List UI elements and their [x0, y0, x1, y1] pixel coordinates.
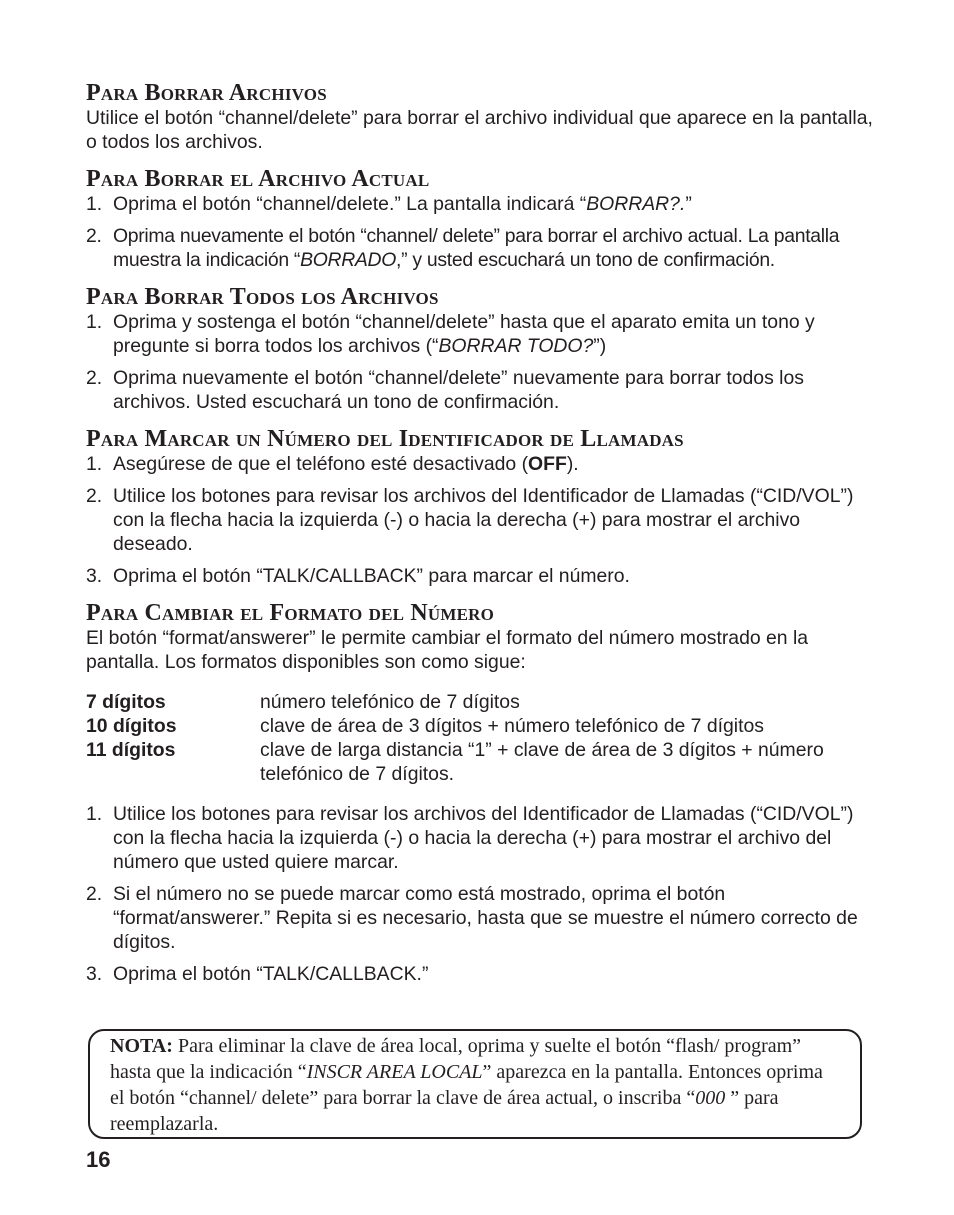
list-item: [86, 310, 876, 358]
note-text: Para eliminar la clave de área local, oprima y suelte el botón “flash/ program” hasta que la indicación “: [110, 1035, 802, 1083]
display-message: 000: [695, 1087, 731, 1109]
list-item: [86, 224, 876, 272]
section-heading-delete-files: Para Borrar Archivos: [86, 80, 327, 106]
section-text-change-format: El botón “format/answerer” le permite cambiar el formato del número mostrado en la pantalla. Los formatos disponibles son como sigue:: [86, 627, 809, 673]
format-label: 11 dígitos: [86, 739, 176, 761]
section-heading-delete-all: Para Borrar Todos los Archivos: [86, 284, 439, 310]
list-item: [86, 962, 876, 986]
section-heading-dial-cid: Para Marcar un Número del Identificador de Llamadas: [86, 426, 684, 452]
step-text: Oprima el botón “TALK/CALLBACK.”: [113, 963, 429, 985]
list-item: [86, 802, 876, 874]
step-number: 1.: [86, 803, 103, 825]
format-description: número telefónico de 7 dígitos: [260, 691, 520, 713]
step-number: 2.: [86, 485, 103, 507]
list-item: [86, 882, 876, 954]
list-item: [86, 484, 876, 556]
display-message: BORRADO: [300, 249, 397, 271]
note-label: NOTA:: [110, 1035, 173, 1057]
step-text: Utilice los botones para revisar los archivos del Identificador de Llamadas (“CID/VOL”) con la flecha hacia la izquierda (-) o hacia la derecha (+) para mostrar el archivo deseado.: [113, 485, 854, 555]
step-number: 3.: [86, 565, 103, 587]
section-heading-delete-current: Para Borrar el Archivo Actual: [86, 166, 430, 192]
step-text: Oprima nuevamente el botón “channel/delete” nuevamente para borrar todos los archivos. Usted escuchará un tono de confirmación.: [113, 367, 804, 413]
display-message: BORRAR?.: [586, 193, 686, 215]
step-text: ”): [593, 335, 607, 357]
section-heading-change-format: Para Cambiar el Formato del Número: [86, 600, 495, 626]
step-number: 1.: [86, 311, 103, 333]
step-text: Asegúrese de que el teléfono esté desactivado (: [113, 453, 529, 475]
step-text: Oprima y sostenga el botón “channel/delete” hasta que el aparato emita un tono y pregunte si borra todos los archivos (“: [113, 311, 815, 357]
list-item: [86, 192, 876, 216]
step-text: ).: [566, 453, 579, 475]
format-description: clave de área de 3 dígitos + número telefónico de 7 dígitos: [260, 715, 764, 737]
format-row: [86, 714, 876, 738]
format-description: clave de larga distancia “1” + clave de área de 3 dígitos + número telefónico de 7 dígitos.: [260, 739, 824, 785]
format-row: [86, 738, 876, 786]
list-item: [86, 564, 876, 588]
format-label: 10 dígitos: [86, 715, 177, 737]
step-number: 2.: [86, 225, 102, 247]
step-text: Utilice los botones para revisar los archivos del Identificador de Llamadas (“CID/VOL”) con la flecha hacia la izquierda (-) o hacia la derecha (+) para mostrar el archivo del número que usted quiere marcar.: [113, 803, 854, 873]
note-text: ” para reemplazarla.: [110, 1087, 779, 1135]
manual-page: [86, 80, 876, 986]
note-box: [88, 1029, 862, 1139]
page-number: 16: [86, 1147, 111, 1172]
list-item: [86, 366, 876, 414]
list-item: [86, 452, 876, 476]
off-label: OFF: [528, 453, 567, 475]
display-message: BORRAR TODO?: [438, 335, 594, 357]
format-table: [86, 690, 876, 786]
format-row: [86, 690, 876, 714]
step-text: Oprima el botón “channel/delete.” La pantalla indicará “: [113, 193, 587, 215]
step-text: Oprima el botón “TALK/CALLBACK” para marcar el número.: [113, 565, 630, 587]
section-text-delete-files: Utilice el botón “channel/delete” para borrar el archivo individual que aparece en la pantalla, o todos los archivos.: [86, 107, 873, 153]
step-text: ”: [685, 193, 692, 215]
step-number: 2.: [86, 883, 103, 905]
step-number: 1.: [86, 453, 103, 475]
step-text: Si el número no se puede marcar como está mostrado, oprima el botón “format/answerer.” Repita si es necesario, hasta que se muestre el número correcto de dígitos.: [113, 883, 858, 953]
step-text: ,” y usted escuchará un tono de confirmación.: [396, 249, 775, 271]
step-text: Oprima nuevamente el botón “channel/ delete” para borrar el archivo actual. La pantalla muestra la indicación “: [113, 225, 840, 271]
step-number: 2.: [86, 367, 103, 389]
step-number: 1.: [86, 193, 103, 215]
display-message: INSCR AREA LOCAL: [306, 1061, 483, 1083]
step-number: 3.: [86, 963, 103, 985]
note-text: ” aparezca en la pantalla. Entonces oprima el botón “channel/ delete” para borrar la clave de área actual, o inscriba “: [110, 1061, 823, 1109]
format-label: 7 dígitos: [86, 691, 166, 713]
